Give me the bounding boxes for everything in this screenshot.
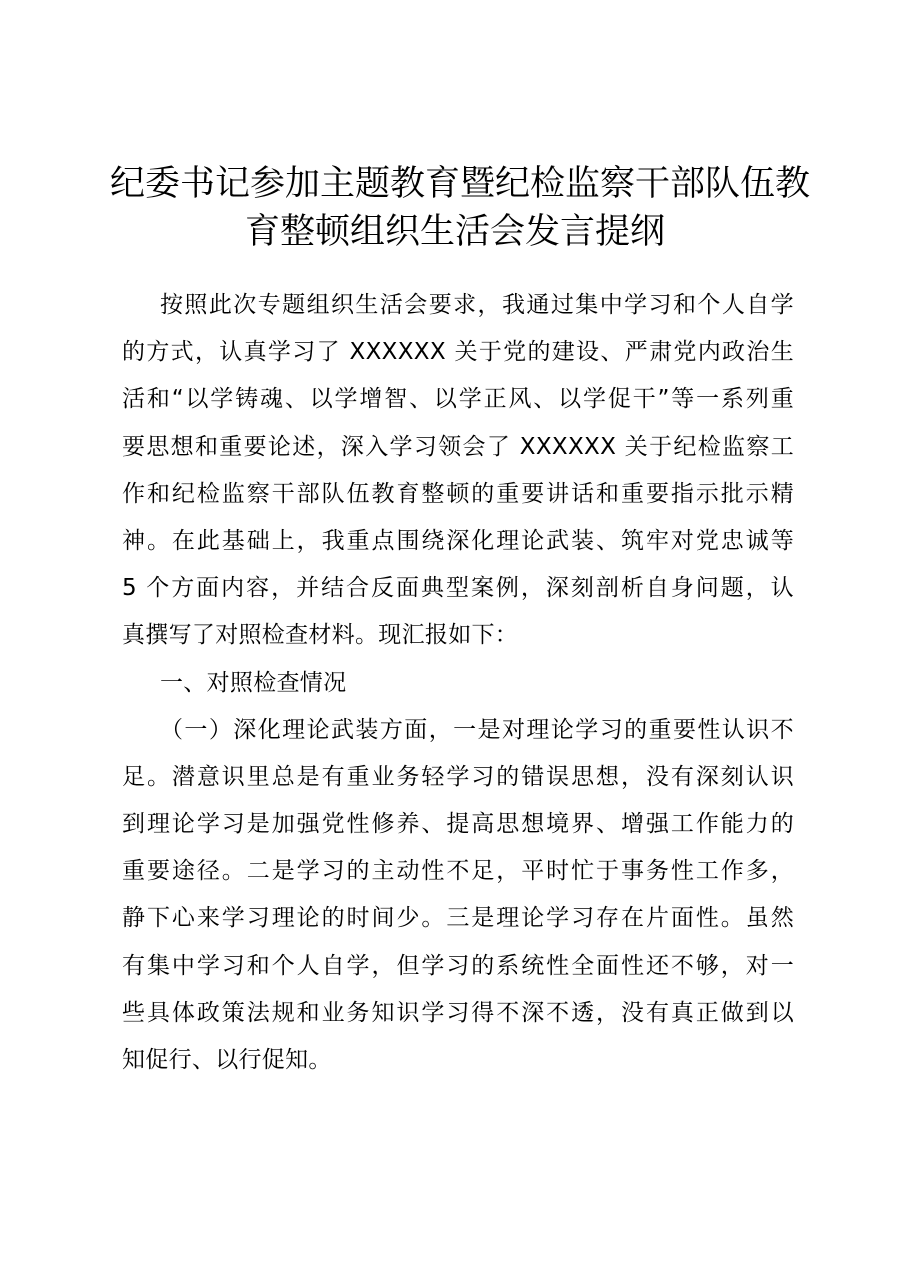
paragraph-line: 5 个方面内容，并结合反面典型案例，深刻剖析自身问题，认	[122, 575, 794, 602]
paragraph-line: 足。潜意识里总是有重业务轻学习的错误思想，没有深刻认识	[122, 763, 794, 790]
heading-text: 一、对照检查情况	[160, 669, 347, 696]
paragraph-line: 些具体政策法规和业务知识学习得不深不透，没有真正做到以	[122, 999, 794, 1026]
paragraph-line: 静下心来学习理论的时间少。三是理论学习存在片面性。虽然	[122, 905, 794, 932]
paragraph-line: 活和“以学铸魂、以学增智、以学正风、以学促干”等一系列重	[122, 386, 794, 413]
paragraph-line: 真撰写了对照检查材料。现汇报如下：	[122, 622, 519, 649]
paragraph-line: 要思想和重要论述，深入学习领会了 XXXXXX 关于纪检监察工	[122, 433, 794, 460]
paragraph-line: 的方式，认真学习了 XXXXXX 关于党的建设、严肃党内政治生	[122, 339, 794, 366]
title-line-2: 育整顿组织生活会发言提纲	[244, 212, 665, 252]
paragraph-line: 重要途径。二是学习的主动性不足，平时忙于事务性工作多，	[122, 858, 794, 885]
title-line-1: 纪委书记参加主题教育暨纪检监察干部队伍教	[110, 164, 811, 204]
document-title	[110, 160, 811, 256]
paragraph-line: 神。在此基础上，我重点围绕深化理论武装、筑牢对党忠诚等	[122, 527, 794, 554]
paragraph-line: 有集中学习和个人自学，但学习的系统性全面性还不够，对一	[122, 952, 794, 979]
paragraph-line: 到理论学习是加强党性修养、提高思想境界、增强工作能力的	[122, 811, 794, 838]
paragraph-line: 知促行、以行促知。	[122, 1047, 332, 1073]
section-heading	[122, 660, 794, 707]
paragraph-line: （一）深化理论武装方面，一是对理论学习的重要性认识不	[160, 716, 794, 743]
paragraph-intro	[122, 282, 794, 660]
paragraph-theory	[122, 707, 794, 1085]
paragraph-line: 作和纪检监察干部队伍教育整顿的重要讲话和重要指示批示精	[122, 480, 794, 507]
paragraph-line: 按照此次专题组织生活会要求，我通过集中学习和个人自学	[160, 292, 794, 318]
document-body	[122, 282, 794, 1084]
